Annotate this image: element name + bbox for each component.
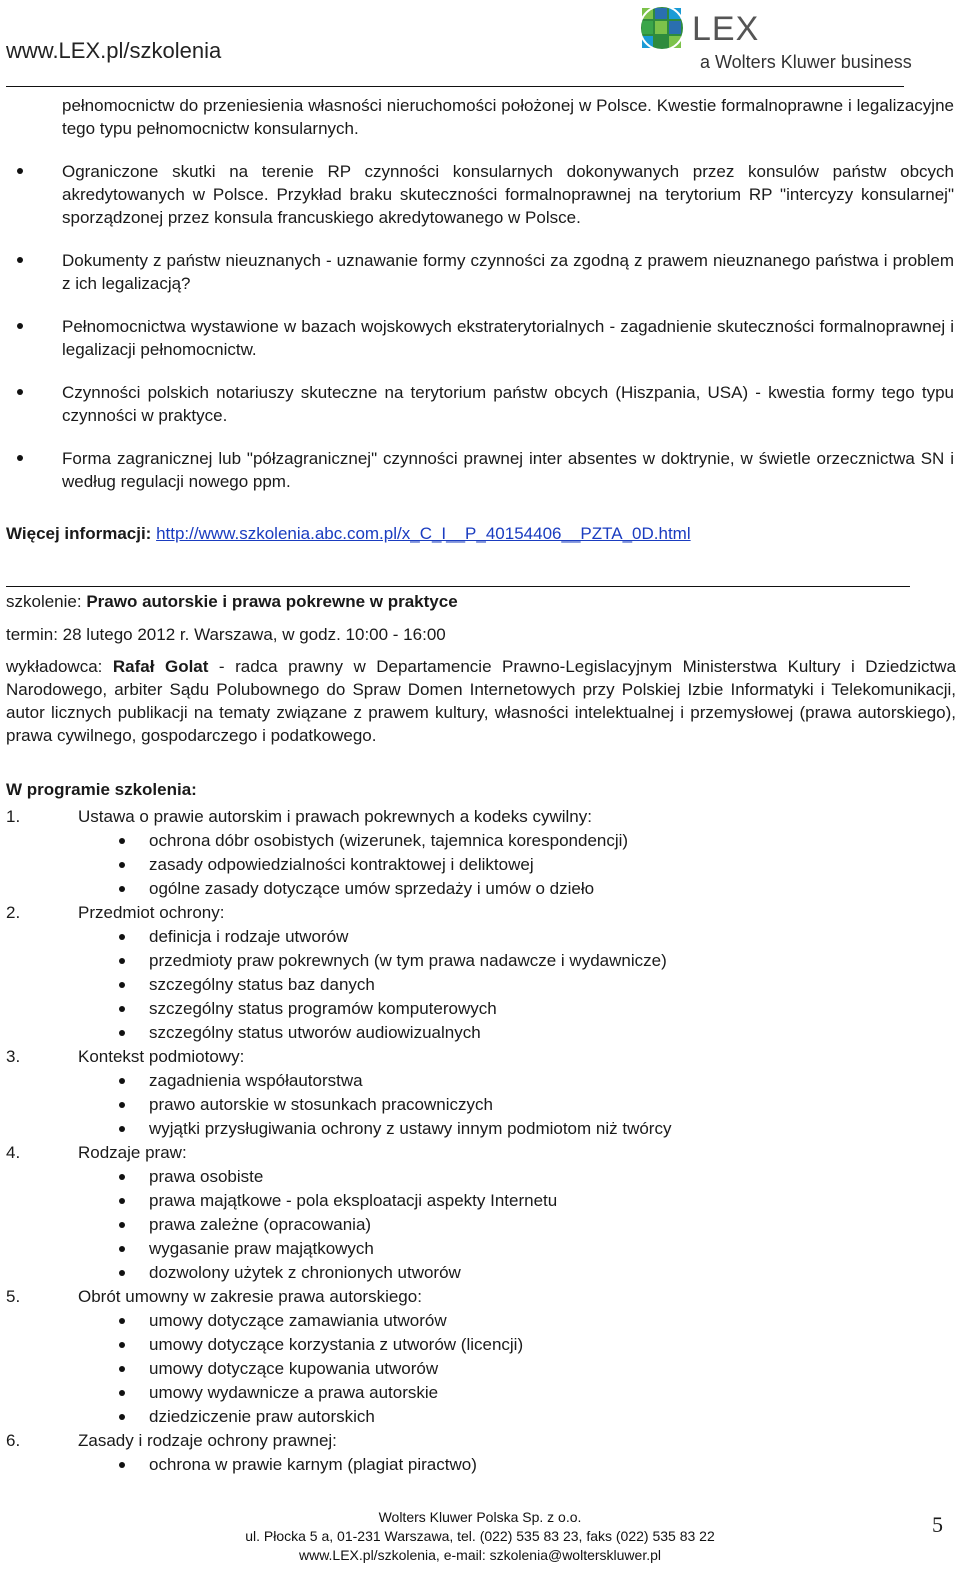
- footer: [0, 1508, 960, 1565]
- header-divider: [6, 86, 904, 87]
- list-item: [0, 1165, 960, 1189]
- section-title: Obrót umowny w zakresie prawa autorskiego:: [78, 1287, 422, 1306]
- lecturer-label: wykładowca:: [6, 657, 103, 676]
- globe-icon: [638, 4, 686, 52]
- section-number: 5.: [6, 1287, 21, 1306]
- bullet-icon: [119, 838, 125, 844]
- list-item-text: umowy wydawnicze a prawa autorskie: [149, 1383, 439, 1402]
- bullet-icon: [119, 862, 125, 868]
- bullet-icon: [119, 1030, 125, 1036]
- program-section: [0, 1141, 960, 1165]
- program-section: [0, 1285, 960, 1309]
- training-title-label: szkolenie:: [6, 592, 82, 611]
- list-item: [0, 1021, 960, 1045]
- bullet-icon: [119, 958, 125, 964]
- list-item-text: definicja i rodzaje utworów: [149, 927, 349, 946]
- list-item-text: prawa zależne (opracowania): [149, 1215, 372, 1234]
- list-item: [0, 1117, 960, 1141]
- bullet-icon: [119, 982, 125, 988]
- list-item: [0, 1333, 960, 1357]
- footer-address: ul. Płocka 5 a, 01-231 Warszawa, tel. (022) 535 83 23, faks (022) 535 83 22: [245, 1528, 715, 1544]
- section-number: 3.: [6, 1047, 21, 1066]
- list-item: [0, 925, 960, 949]
- footer-company: Wolters Kluwer Polska Sp. z o.o.: [378, 1509, 582, 1525]
- more-info-link[interactable]: http://www.szkolenia.abc.com.pl/x_C_I__P_40154406__PZTA_0D.html: [156, 524, 691, 543]
- footer-contact: www.LEX.pl/szkolenia, e-mail: szkolenia@wolterskluwer.pl: [298, 1547, 662, 1563]
- more-info: [6, 524, 691, 544]
- list-item-text: ogólne zasady dotyczące umów sprzedaży i umów o dzieło: [149, 879, 595, 898]
- header-url[interactable]: www.LEX.pl/szkolenia: [6, 38, 222, 63]
- training-title-value: Prawo autorskie i prawa pokrewne w praktyce: [86, 592, 458, 611]
- list-item: [0, 1405, 960, 1429]
- list-item: [0, 1309, 960, 1333]
- list-item-text: umowy dotyczące korzystania z utworów (licencji): [149, 1335, 524, 1354]
- list-item-text: wygasanie praw majątkowych: [149, 1239, 374, 1258]
- list-item-text: ochrona dóbr osobistych (wizerunek, tajemnica korespondencji): [149, 831, 629, 850]
- bullet-icon: [119, 1270, 125, 1276]
- bullet-icon: [119, 1222, 125, 1228]
- bullet-icon: [119, 1198, 125, 1204]
- bullet-icon: [119, 1318, 125, 1324]
- list-item: [0, 381, 960, 427]
- section-number: 4.: [6, 1143, 21, 1162]
- list-item-text: umowy dotyczące zamawiania utworów: [149, 1311, 447, 1330]
- list-item: [0, 1213, 960, 1237]
- bullet-icon: [119, 1006, 125, 1012]
- list-item-text: umowy dotyczące kupowania utworów: [149, 1359, 439, 1378]
- list-item-text: przedmioty praw pokrewnych (w tym prawa nadawcze i wydawnicze): [149, 951, 667, 970]
- list-item: [0, 1453, 960, 1477]
- list-item: [0, 877, 960, 901]
- bullet-icon: [119, 1246, 125, 1252]
- list-item: [0, 1357, 960, 1381]
- section-title: Kontekst podmiotowy:: [78, 1047, 245, 1066]
- list-item: [0, 829, 960, 853]
- list-item-text: Czynności polskich notariuszy skuteczne na terytorium państw obcych (Hiszpania, USA) - kwestia formy tego typu czynności w praktyce.: [62, 383, 954, 425]
- list-item: [0, 94, 960, 140]
- list-item-text: pełnomocnictw do przeniesienia własności nieruchomości położonej w Polsce. Kwestie formalnoprawne i legalizacyjne tego typu pełnomocnictw konsularnych.: [62, 96, 954, 138]
- page-number: 5: [932, 1512, 943, 1537]
- program-list: [0, 805, 960, 1477]
- program-section: [0, 1429, 960, 1453]
- section-number: 2.: [6, 903, 21, 922]
- list-item-text: Pełnomocnictwa wystawione w bazach wojskowych ekstraterytorialnych - zagadnienie skuteczności formalnoprawnej i legalizacji pełnomocnictw.: [62, 317, 954, 359]
- bullet-icon: [119, 1126, 125, 1132]
- bullet-icon: [17, 257, 23, 263]
- section-title: Zasady i rodzaje ochrony prawnej:: [78, 1431, 337, 1450]
- logo-tagline: a Wolters Kluwer business: [700, 52, 912, 72]
- section-title: Rodzaje praw:: [78, 1143, 187, 1162]
- lecturer-bio: - radca prawny w Departamencie Prawno-Legislacyjnym Ministerstwa Kultury i Dziedzictwa Narodowego, arbiter Sądu Polubownego do Spraw Domen Internetowych przy Polskiej Izbie Informatyki i Telekomunikacji, autor licznych publikacji na tematy związane z prawem kultury, własności intelektualnej i przemysłowej (prawa autorskiego), prawa cywilnego, gospodarczego i podatkowego.: [6, 657, 956, 745]
- bullet-list: [0, 94, 960, 513]
- bullet-icon: [119, 1390, 125, 1396]
- bullet-icon: [119, 1078, 125, 1084]
- list-item: [0, 1093, 960, 1117]
- lex-logo: [638, 4, 938, 74]
- bullet-icon: [119, 1366, 125, 1372]
- training-title: [6, 590, 956, 613]
- bullet-icon: [17, 455, 23, 461]
- list-item: [0, 160, 960, 229]
- list-item-text: szczególny status baz danych: [149, 975, 375, 994]
- lecturer-name: Rafał Golat: [112, 657, 209, 676]
- list-item: [0, 1261, 960, 1285]
- training-date: termin: 28 lutego 2012 r. Warszawa, w godz. 10:00 - 16:00: [6, 625, 446, 644]
- bullet-icon: [17, 389, 23, 395]
- section-number: 1.: [6, 807, 21, 826]
- list-item: [0, 447, 960, 493]
- list-item-text: prawa majątkowe - pola eksploatacji aspekty Internetu: [149, 1191, 558, 1210]
- list-item: [0, 1069, 960, 1093]
- section-number: 6.: [6, 1431, 21, 1450]
- list-item: [0, 315, 960, 361]
- section-title: Ustawa o prawie autorskim i prawach pokrewnych a kodeks cywilny:: [78, 807, 592, 826]
- list-item-text: szczególny status utworów audiowizualnych: [149, 1023, 481, 1042]
- list-item-text: prawa osobiste: [149, 1167, 264, 1186]
- list-item: [0, 1237, 960, 1261]
- program-heading: W programie szkolenia:: [6, 780, 197, 799]
- logo-word: LEX: [692, 10, 760, 48]
- list-item-text: Ograniczone skutki na terenie RP czynności konsularnych dokonywanych przez konsulów państw obcych akredytowanych w Polsce. Przykład braku skuteczności formalnoprawnej na terytorium RP "intercyzy konsularnej" sporządzonej przez konsula francuskiego akredytowanego w Polsce.: [62, 162, 954, 227]
- section-title: Przedmiot ochrony:: [78, 903, 225, 922]
- bullet-icon: [17, 168, 23, 174]
- list-item: [0, 973, 960, 997]
- list-item: [0, 997, 960, 1021]
- list-item: [0, 949, 960, 973]
- list-item: [0, 853, 960, 877]
- list-item-text: Dokumenty z państw nieuznanych - uznawanie formy czynności za zgodną z prawem nieuznanego państwa i problem z ich legalizacją?: [62, 251, 954, 293]
- bullet-icon: [119, 1414, 125, 1420]
- list-item-text: dziedziczenie praw autorskich: [149, 1407, 375, 1426]
- list-item-text: szczególny status programów komputerowych: [149, 999, 497, 1018]
- bullet-icon: [119, 1174, 125, 1180]
- bullet-icon: [119, 1462, 125, 1468]
- bullet-icon: [119, 934, 125, 940]
- bullet-icon: [119, 886, 125, 892]
- section-divider: [6, 586, 910, 587]
- list-item-text: wyjątki przysługiwania ochrony z ustawy innym podmiotom niż twórcy: [149, 1119, 672, 1138]
- program-section: [0, 901, 960, 925]
- list-item: [0, 1381, 960, 1405]
- lecturer-info: [6, 655, 956, 747]
- bullet-icon: [119, 1102, 125, 1108]
- list-item: [0, 1189, 960, 1213]
- bullet-icon: [119, 1342, 125, 1348]
- program-section: [0, 1045, 960, 1069]
- list-item: [0, 249, 960, 295]
- list-item-text: prawo autorskie w stosunkach pracowniczych: [149, 1095, 493, 1114]
- list-item-text: dozwolony użytek z chronionych utworów: [149, 1263, 461, 1282]
- list-item-text: ochrona w prawie karnym (plagiat piractwo): [149, 1455, 477, 1474]
- more-info-label: Więcej informacji:: [6, 524, 152, 543]
- list-item-text: zagadnienia współautorstwa: [149, 1071, 363, 1090]
- list-item-text: zasady odpowiedzialności kontraktowej i deliktowej: [149, 855, 534, 874]
- program-section: [0, 805, 960, 829]
- bullet-icon: [17, 323, 23, 329]
- list-item-text: Forma zagranicznej lub "półzagranicznej" czynności prawnej inter absentes w doktrynie, w świetle orzecznictwa SN i według regulacji nowego ppm.: [62, 449, 954, 491]
